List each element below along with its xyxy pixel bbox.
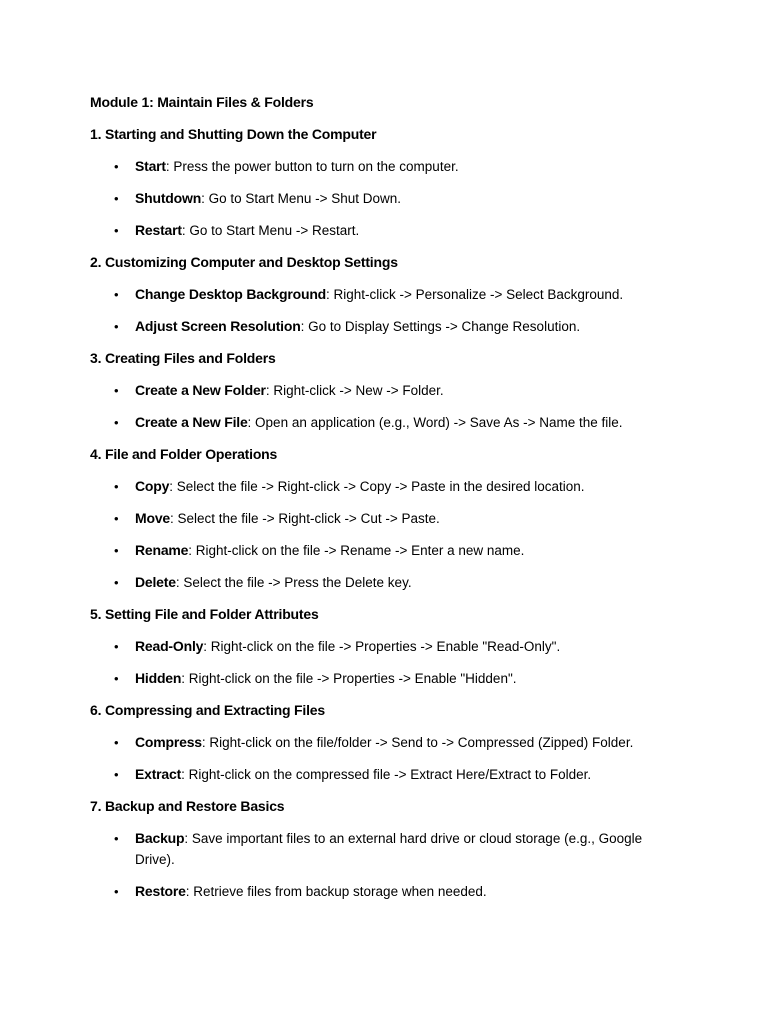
- item-term: Shutdown: [135, 190, 202, 206]
- item-term: Create a New Folder: [135, 382, 266, 398]
- item-description: : Right-click on the compressed file -> Extract Here/Extract to Folder.: [181, 767, 592, 782]
- item-description: : Right-click on the file -> Properties -> Enable "Hidden".: [181, 671, 517, 686]
- bullet-icon: •: [114, 831, 119, 846]
- bullet-icon: •: [114, 639, 119, 654]
- item-term: Change Desktop Background: [135, 286, 327, 302]
- list-item: [90, 188, 680, 209]
- list-item: [90, 508, 680, 529]
- list-item: [90, 156, 680, 177]
- list-item: [90, 572, 680, 593]
- bullet-icon: •: [114, 575, 119, 590]
- bullet-icon: •: [114, 735, 119, 750]
- item-description: : Retrieve files from backup storage when needed.: [185, 884, 487, 899]
- item-term: Start: [135, 158, 166, 174]
- section-heading: 2. Customizing Computer and Desktop Settings: [90, 254, 398, 270]
- section-7: [90, 796, 680, 902]
- item-description: : Right-click -> New -> Folder.: [265, 383, 444, 398]
- section-1: [90, 124, 680, 241]
- list-item: [90, 220, 680, 241]
- item-term: Compress: [135, 734, 202, 750]
- list-item: [90, 668, 680, 689]
- list-item: [90, 764, 680, 785]
- bullet-icon: •: [114, 319, 119, 334]
- item-term: Create a New File: [135, 414, 248, 430]
- document-title: Module 1: Maintain Files & Folders: [90, 94, 314, 110]
- bullet-list: [90, 156, 680, 241]
- item-description: : Save important files to an external hard drive or cloud storage (e.g., Google Drive).: [135, 831, 643, 867]
- section-heading: 3. Creating Files and Folders: [90, 350, 276, 366]
- item-description: : Select the file -> Right-click -> Copy -> Paste in the desired location.: [169, 479, 585, 494]
- list-item: [90, 881, 680, 902]
- section-2: [90, 252, 680, 337]
- section-heading: 7. Backup and Restore Basics: [90, 798, 285, 814]
- bullet-icon: •: [114, 767, 119, 782]
- section-5: [90, 604, 680, 689]
- item-term: Restart: [135, 222, 182, 238]
- item-term: Backup: [135, 830, 185, 846]
- section-heading: 4. File and Folder Operations: [90, 446, 278, 462]
- list-item: [90, 828, 680, 870]
- item-term: Extract: [135, 766, 182, 782]
- item-term: Hidden: [135, 670, 182, 686]
- section-heading: 5. Setting File and Folder Attributes: [90, 606, 319, 622]
- list-item: [90, 316, 680, 337]
- section-heading: 6. Compressing and Extracting Files: [90, 702, 325, 718]
- bullet-icon: •: [114, 479, 119, 494]
- item-description: : Select the file -> Right-click -> Cut -> Paste.: [170, 511, 440, 526]
- item-description: : Go to Start Menu -> Shut Down.: [201, 191, 402, 206]
- bullet-icon: •: [114, 511, 119, 526]
- item-description: : Right-click on the file/folder -> Send to -> Compressed (Zipped) Folder.: [201, 735, 634, 750]
- bullet-list: [90, 380, 680, 433]
- bullet-list: [90, 732, 680, 785]
- bullet-list: [90, 476, 680, 593]
- list-item: [90, 540, 680, 561]
- bullet-list: [90, 828, 680, 902]
- section-6: [90, 700, 680, 785]
- bullet-icon: •: [114, 287, 119, 302]
- item-description: : Right-click -> Personalize -> Select Background.: [326, 287, 624, 302]
- item-description: : Go to Start Menu -> Restart.: [181, 223, 360, 238]
- list-item: [90, 412, 680, 433]
- bullet-icon: •: [114, 191, 119, 206]
- item-term: Copy: [135, 478, 170, 494]
- item-description: : Open an application (e.g., Word) -> Save As -> Name the file.: [247, 415, 623, 430]
- item-term: Adjust Screen Resolution: [135, 318, 301, 334]
- list-item: [90, 380, 680, 401]
- bullet-icon: •: [114, 415, 119, 430]
- bullet-list: [90, 636, 680, 689]
- item-term: Move: [135, 510, 170, 526]
- bullet-icon: •: [114, 671, 119, 686]
- bullet-list: [90, 284, 680, 337]
- item-description: : Right-click on the file -> Properties -> Enable "Read-Only".: [203, 639, 561, 654]
- list-item: [90, 284, 680, 305]
- document-page: [90, 92, 680, 913]
- section-4: [90, 444, 680, 593]
- item-description: : Right-click on the file -> Rename -> Enter a new name.: [188, 543, 525, 558]
- list-item: [90, 476, 680, 497]
- section-heading: 1. Starting and Shutting Down the Computer: [90, 126, 377, 142]
- item-term: Delete: [135, 574, 176, 590]
- item-description: : Go to Display Settings -> Change Resolution.: [300, 319, 581, 334]
- bullet-icon: •: [114, 223, 119, 238]
- item-description: : Select the file -> Press the Delete key.: [175, 575, 412, 590]
- item-term: Read-Only: [135, 638, 204, 654]
- bullet-icon: •: [114, 383, 119, 398]
- bullet-icon: •: [114, 543, 119, 558]
- item-term: Rename: [135, 542, 189, 558]
- list-item: [90, 732, 680, 753]
- bullet-icon: •: [114, 159, 119, 174]
- section-3: [90, 348, 680, 433]
- bullet-icon: •: [114, 884, 119, 899]
- list-item: [90, 636, 680, 657]
- item-description: : Press the power button to turn on the computer.: [165, 159, 459, 174]
- item-term: Restore: [135, 883, 186, 899]
